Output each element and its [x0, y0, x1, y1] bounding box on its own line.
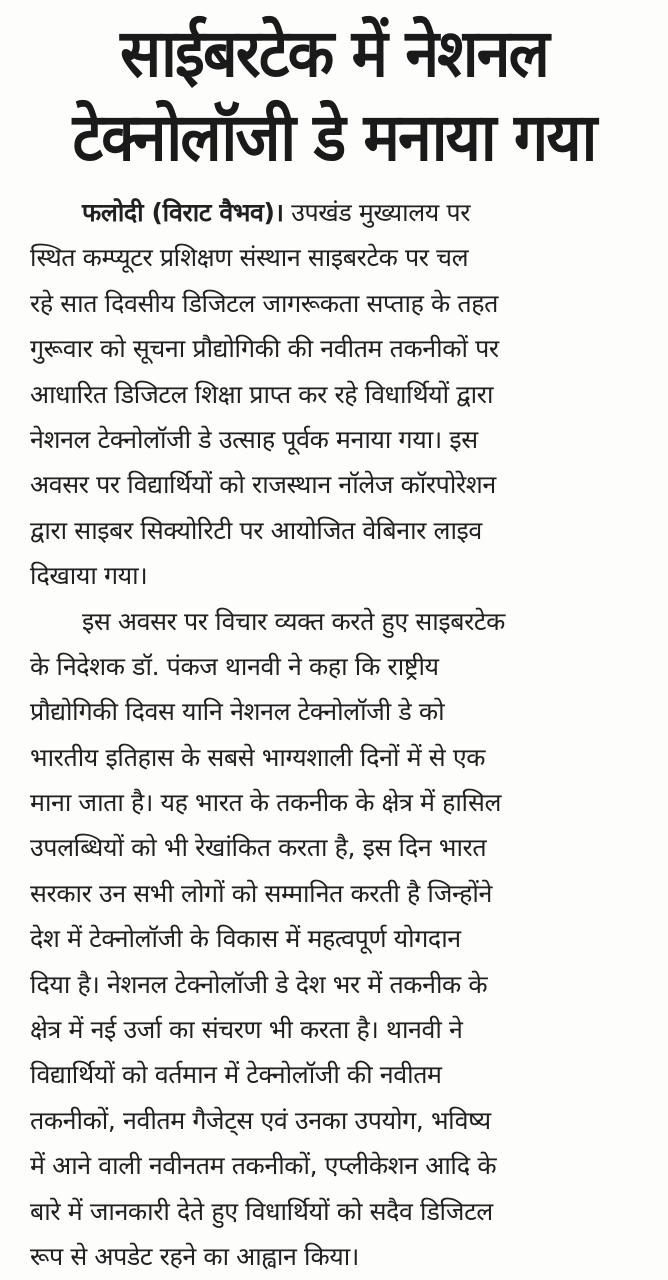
paragraph-line: इस अवसर पर विचार व्यक्त करते हुए साइबरटेक — [82, 606, 505, 636]
paragraph-line: देश में टेक्नोलॉजी के विकास में महत्वपूर्ण योगदान — [30, 924, 461, 954]
paragraph-line: स्थित कम्प्यूटर प्रशिक्षण संस्थान साइबरटेक पर चल — [30, 243, 469, 273]
paragraph-line: दिया है। नेशनल टेक्नोलॉजी डे देश भर में तकनीक के — [30, 969, 488, 999]
paragraph-line: भारतीय इतिहास के सबसे भाग्यशाली दिनों में से एक — [30, 742, 486, 772]
dateline: फलोदी (विराट वैभव)। — [82, 198, 284, 227]
paragraph-line: उपलब्धियों को भी रेखांकित करता है, इस दिन भारत — [30, 833, 487, 863]
paragraph-line: रहे सात दिवसीय डिजिटल जागरूकता सप्ताह के तहत — [30, 288, 498, 318]
paragraph-line: प्रौद्योगिकी दिवस यानि नेशनल टेक्नोलॉजी डे को — [30, 697, 445, 727]
article-body — [30, 190, 640, 1279]
paragraph-line: तकनीकों, नवीतम गैजेट्स एवं उनका उपयोग, भविष्य — [30, 1105, 491, 1135]
paragraph-line: अवसर पर विद्यार्थियों को राजस्थान नॉलेज कॉरपोरेशन — [30, 470, 496, 500]
paragraph-line: माना जाता है। यह भारत के तकनीक के क्षेत्र में हासिल — [30, 788, 501, 818]
paragraph-line: के निदेशक डॉ. पंकज थानवी ने कहा कि राष्ट्रीय — [30, 651, 439, 681]
paragraph-line: बारे में जानकारी देते हुए विधार्थियों को सदैव डिजिटल — [30, 1196, 493, 1226]
paragraph-line: दिखाया गया। — [30, 561, 148, 591]
paragraph-line: आधारित डिजिटल शिक्षा प्राप्त कर रहे विधार्थियों द्वारा — [30, 379, 494, 409]
paragraph-line: विद्यार्थियों को वर्तमान में टेक्नोलॉजी की नवीतम — [30, 1060, 442, 1090]
paragraph-line-text: उपखंड मुख्यालय पर — [291, 198, 471, 227]
paragraph-line: नेशनल टेक्नोलॉजी डे उत्साह पूर्वक मनाया गया। इस — [30, 424, 478, 454]
paragraph-line: क्षेत्र में नई उर्जा का संचरण भी करता है। थानवी ने — [30, 1015, 463, 1045]
headline-line-1: साईबरटेक में नेशनल — [120, 15, 548, 92]
paragraph-line: में आने वाली नवीनतम तकनीकों, एप्लीकेशन आदि के — [30, 1151, 497, 1181]
paragraph-line: द्वारा साइबर सिक्योरिटी पर आयोजित वेबिनार लाइव — [30, 515, 482, 545]
paragraph-line: रूप से अपडेट रहने का आह्वान किया। — [30, 1241, 359, 1271]
paragraph-line: गुरूवार को सूचना प्रौद्योगिकी की नवीतम तकनीकों पर — [30, 334, 499, 364]
headline-line-2: टेक्नोलॉजी डे मनाया गया — [72, 99, 596, 176]
paragraph-line — [30, 190, 640, 235]
paragraph-line: सरकार उन सभी लोगों को सम्मानित करती है जिन्होंने — [30, 878, 492, 908]
paragraph-2 — [30, 599, 640, 1280]
paragraph-1 — [30, 190, 640, 599]
headline — [0, 12, 668, 180]
